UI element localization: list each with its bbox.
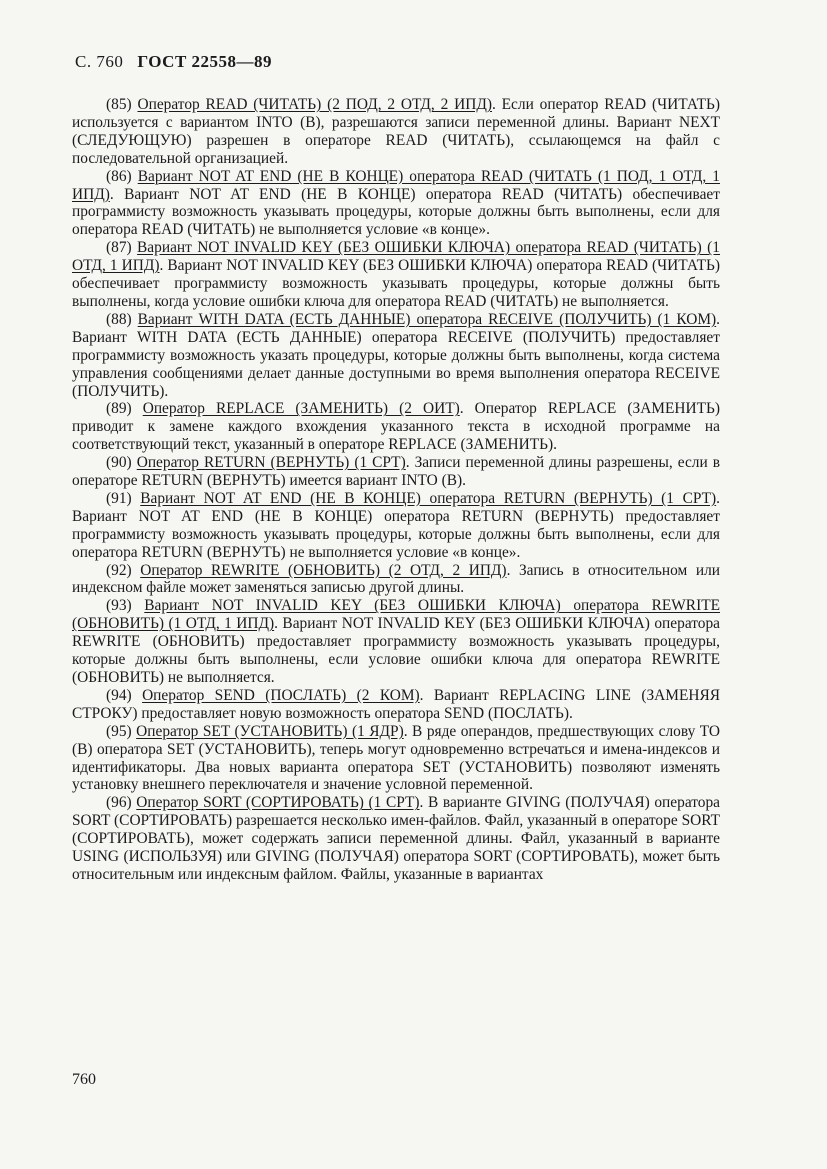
- item-heading: Оператор SET (УСТАНОВИТЬ) (1 ЯДР): [136, 722, 404, 740]
- item-text: . Вариант WITH DATA (ЕСТЬ ДАННЫЕ) оператора RECEIVE (ПОЛУЧИТЬ) предоставляет программисту возможность указать процедуры, которые должны быть выполнены, когда система управления сообщениями делает данные доступными во время выполнения оператора RECEIVE (ПОЛУЧИТЬ).: [72, 310, 720, 400]
- paragraph-88: [72, 311, 720, 401]
- item-heading: Оператор SEND (ПОСЛАТЬ) (2 КОМ): [142, 686, 420, 704]
- item-heading: Вариант NOT AT END (НЕ В КОНЦЕ) оператора READ (ЧИТАТЬ (1 ПОД, 1 ОТД, 1 ИПД): [72, 167, 720, 203]
- item-number: (90): [106, 454, 132, 472]
- item-text: . Запись в относительном или индексном файле может заменяться записью другой длины.: [72, 561, 720, 597]
- item-text: . Вариант NOT INVALID KEY (БЕЗ ОШИБКИ КЛЮЧА) оператора READ (ЧИТАТЬ) обеспечивает программисту возможность указывать процедуры, которые должны быть выполнены, когда условие ошибки ключа для оператора READ (ЧИТАТЬ) не выполняется.: [72, 257, 720, 310]
- item-number: (88): [106, 310, 132, 328]
- item-number: (92): [106, 561, 132, 579]
- item-number: (95): [106, 722, 132, 740]
- paragraph-91: [72, 490, 720, 562]
- item-heading: Оператор REWRITE (ОБНОВИТЬ) (2 ОТД, 2 ИПД): [140, 561, 507, 579]
- item-number: (93): [106, 597, 132, 615]
- item-heading: Оператор RETURN (ВЕРНУТЬ) (1 СРТ): [136, 454, 406, 472]
- item-text: . Записи переменной длины разрешены, если в операторе RETURN (ВЕРНУТЬ) имеется вариант INTO (В).: [72, 454, 721, 490]
- paragraph-85: [72, 96, 720, 168]
- page-header: [75, 52, 272, 72]
- paragraph-92: [72, 562, 720, 598]
- item-heading: Вариант NOT AT END (НЕ В КОНЦЕ) оператора RETURN (ВЕРНУТЬ) (1 СРТ): [140, 489, 717, 507]
- item-number: (86): [106, 167, 132, 185]
- item-number: (89): [106, 400, 132, 418]
- item-heading: Вариант WITH DATA (ЕСТЬ ДАННЫЕ) оператора RECEIVE (ПОЛУЧИТЬ) (1 КОМ): [137, 310, 717, 328]
- item-number: (85): [106, 96, 132, 113]
- item-heading: Оператор SORT (СОРТИРОВАТЬ) (1 СРТ): [136, 794, 420, 812]
- item-text: . Вариант NOT INVALID KEY (БЕЗ ОШИБКИ КЛЮЧА) оператора REWRITE (ОБНОВИТЬ) предоставляет программисту возможность указывать процедуры, которые должны быть выполнены, если условие ошибки ключа для оператора REWRITE (ОБНОВИТЬ) не выполняется.: [72, 615, 720, 686]
- paragraph-96: [72, 794, 720, 884]
- paragraph-90: [72, 454, 720, 490]
- item-text: . В варианте GIVING (ПОЛУЧАЯ) оператора SORT (СОРТИРОВАТЬ) разрешается несколько имен-файлов. Файл, указанный в операторе SORT (СОРТИРОВАТЬ), может содержать записи переменной длины. Файл, указанный в варианте USING (ИСПОЛЬЗУЯ) или GIVING (ПОЛУЧАЯ) оператора SORT (СОРТИРОВАТЬ), может быть относительным или индексным файлом. Файлы, указанные в вариантах: [72, 794, 720, 883]
- item-heading: Оператор READ (ЧИТАТЬ) (2 ПОД, 2 ОТД, 2 ИПД): [137, 96, 492, 113]
- page-number: 760: [72, 1071, 96, 1088]
- item-text: . В ряде операндов, предшествующих слову TO (В) оператора SET (УСТАНОВИТЬ), теперь могут одновременно встречаться и имена-индексов и идентификаторы. Два новых варианта оператора SET (УСТАНОВИТЬ) позволяют изменять установку внешнего переключателя и значение условной переменной.: [72, 722, 720, 794]
- item-heading: Вариант NOT INVALID KEY (БЕЗ ОШИБКИ КЛЮЧА) оператора READ (ЧИТАТЬ) (1 ОТД, 1 ИПД): [72, 239, 720, 275]
- page-label: С. 760: [75, 52, 124, 71]
- item-text: . Вариант REPLACING LINE (ЗАМЕНЯЯ СТРОКУ) предоставляет новую возможность оператора SEND (ПОСЛАТЬ).: [72, 686, 720, 722]
- paragraph-95: [72, 723, 720, 795]
- paragraph-93: [72, 597, 720, 687]
- item-text: . Вариант NOT AT END (НЕ В КОНЦЕ) оператора READ (ЧИТАТЬ) обеспечивает программисту возможность указывать процедуры, которые должны быть выполнены, если для оператора READ (ЧИТАТЬ) не выполняется условие «в конце».: [72, 185, 720, 239]
- paragraph-89: [72, 400, 720, 454]
- body-text: [72, 96, 720, 884]
- item-number: (94): [106, 686, 132, 704]
- item-heading: Вариант NOT INVALID KEY (БЕЗ ОШИБКИ КЛЮЧА) оператора REWRITE (ОБНОВИТЬ) (1 ОТД, 1 ИПД): [72, 597, 720, 633]
- item-heading: Оператор REPLACE (ЗАМЕНИТЬ) (2 ОИТ): [142, 400, 460, 418]
- paragraph-94: [72, 687, 720, 723]
- item-text: . Вариант NOT AT END (НЕ В КОНЦЕ) оператора RETURN (ВЕРНУТЬ) предоставляет программисту возможность указывать процедуры, которые должны быть выполнены, если для оператора RETURN (ВЕРНУТЬ) не выполняется условие «в конце».: [72, 489, 720, 561]
- item-number: (96): [106, 794, 132, 812]
- item-text: . Если оператор READ (ЧИТАТЬ) используется с вариантом INTO (В), разрешаются записи переменной длины. Вариант NEXT (СЛЕДУЮЩУЮ) разрешен в операторе READ (ЧИТАТЬ), ссылающемся на файл с последовательной организацией.: [72, 96, 720, 167]
- paragraph-87: [72, 239, 720, 311]
- standard-title: ГОСТ 22558—89: [137, 52, 273, 71]
- item-text: . Оператор REPLACE (ЗАМЕНИТЬ) приводит к замене каждого вхождения указанного текста в исходной программе на соответствующий текст, указанный в операторе REPLACE (ЗАМЕНИТЬ).: [72, 400, 720, 454]
- item-number: (91): [106, 489, 132, 507]
- paragraph-86: [72, 168, 720, 240]
- item-number: (87): [106, 239, 132, 257]
